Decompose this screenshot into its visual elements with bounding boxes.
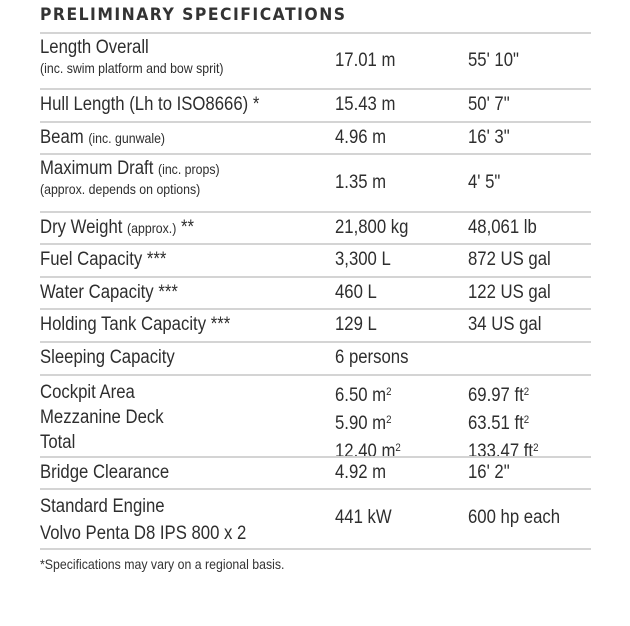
spec-metric: 17.01 m bbox=[335, 50, 396, 71]
spec-imperial: 122 US gal bbox=[468, 282, 551, 303]
spec-label-text: Maximum Draft bbox=[40, 158, 154, 179]
spec-metric-line bbox=[335, 380, 401, 408]
spec-imperial: 16' 2" bbox=[468, 462, 510, 483]
spec-metric-line bbox=[335, 408, 401, 436]
spec-note: (approx.) bbox=[127, 220, 177, 236]
spec-note: (inc. props) bbox=[157, 161, 220, 177]
page-title: PRELIMINARY SPECIFICATIONS bbox=[40, 5, 347, 25]
spec-imperial: 48,061 lb bbox=[468, 217, 537, 238]
spec-metric bbox=[335, 380, 401, 464]
spec-metric: 1.35 m bbox=[335, 172, 387, 193]
value: 5.90 m bbox=[335, 413, 387, 434]
spec-label-text: Cockpit Area bbox=[40, 382, 135, 403]
spec-metric: 3,300 L bbox=[335, 249, 391, 270]
spec-imperial: 16' 3" bbox=[468, 127, 510, 148]
table-row bbox=[40, 276, 591, 308]
table-row bbox=[40, 308, 591, 341]
table-row bbox=[40, 456, 591, 488]
spec-metric: 15.43 m bbox=[335, 94, 396, 115]
spec-imperial: 55' 10" bbox=[468, 50, 519, 71]
spec-label-text: Length Overall bbox=[40, 37, 149, 58]
superscript: 2 bbox=[523, 414, 530, 426]
spec-imperial: 50' 7" bbox=[468, 94, 510, 115]
table-row-areas bbox=[40, 374, 591, 462]
table-row bbox=[40, 488, 591, 550]
value: 133.47 ft bbox=[468, 441, 534, 462]
spec-label-text: Standard Engine bbox=[40, 496, 165, 517]
spec-imperial-line bbox=[468, 408, 538, 436]
spec-metric: 129 L bbox=[335, 314, 377, 335]
value: 63.51 ft bbox=[468, 413, 524, 434]
spec-label bbox=[40, 158, 220, 197]
table-row bbox=[40, 153, 591, 211]
value: 12.40 m bbox=[335, 441, 396, 462]
spec-label bbox=[40, 217, 194, 239]
table-row bbox=[40, 243, 591, 276]
superscript: 2 bbox=[386, 414, 392, 426]
table-row bbox=[40, 121, 591, 153]
spec-label bbox=[40, 127, 165, 149]
spec-metric: 460 L bbox=[335, 282, 377, 303]
spec-label: Bridge Clearance bbox=[40, 462, 170, 483]
spec-note: (approx. depends on options) bbox=[40, 181, 201, 197]
spec-imperial: 872 US gal bbox=[468, 249, 551, 270]
spec-imperial: 600 hp each bbox=[468, 507, 561, 528]
spec-imperial bbox=[468, 380, 538, 464]
footnote: *Specifications may vary on a regional basis. bbox=[40, 556, 285, 572]
spec-label bbox=[40, 493, 246, 547]
spec-label bbox=[40, 37, 223, 76]
spec-metric: 4.92 m bbox=[335, 462, 387, 483]
spec-label-text: Volvo Penta D8 IPS 800 x 2 bbox=[40, 523, 247, 544]
table-row bbox=[40, 32, 591, 88]
spec-label: Water Capacity *** bbox=[40, 282, 178, 303]
spec-metric: 441 kW bbox=[335, 507, 392, 528]
superscript: 2 bbox=[533, 442, 539, 454]
spec-label: Sleeping Capacity bbox=[40, 347, 175, 368]
spec-imperial-line bbox=[468, 380, 538, 408]
table-row bbox=[40, 341, 591, 374]
spec-label: Hull Length (Lh to ISO8666) * bbox=[40, 94, 260, 115]
spec-metric: 4.96 m bbox=[335, 127, 387, 148]
spec-label-text: Mezzanine Deck bbox=[40, 407, 164, 428]
spec-label-line bbox=[40, 158, 220, 180]
spec-note: (inc. swim platform and bow sprit) bbox=[40, 60, 224, 76]
spec-footnote-mark: ** bbox=[176, 217, 195, 238]
spec-imperial: 4' 5" bbox=[468, 172, 501, 193]
spec-label-text: Total bbox=[40, 432, 76, 453]
superscript: 2 bbox=[395, 442, 401, 454]
spec-note: (inc. gunwale) bbox=[88, 130, 166, 146]
spec-label: Holding Tank Capacity *** bbox=[40, 314, 231, 335]
spec-metric: 6 persons bbox=[335, 347, 409, 368]
value: 69.97 ft bbox=[468, 385, 524, 406]
spec-label-text: Dry Weight bbox=[40, 217, 123, 238]
spec-metric: 21,800 kg bbox=[335, 217, 409, 238]
spec-label: Fuel Capacity *** bbox=[40, 249, 167, 270]
table-row bbox=[40, 211, 591, 243]
value: 6.50 m bbox=[335, 385, 387, 406]
table-row bbox=[40, 88, 591, 121]
superscript: 2 bbox=[523, 386, 530, 398]
superscript: 2 bbox=[386, 386, 392, 398]
spec-label bbox=[40, 380, 164, 455]
spec-imperial: 34 US gal bbox=[468, 314, 542, 335]
specifications-table bbox=[40, 32, 591, 550]
spec-label-text: Beam bbox=[40, 127, 84, 148]
